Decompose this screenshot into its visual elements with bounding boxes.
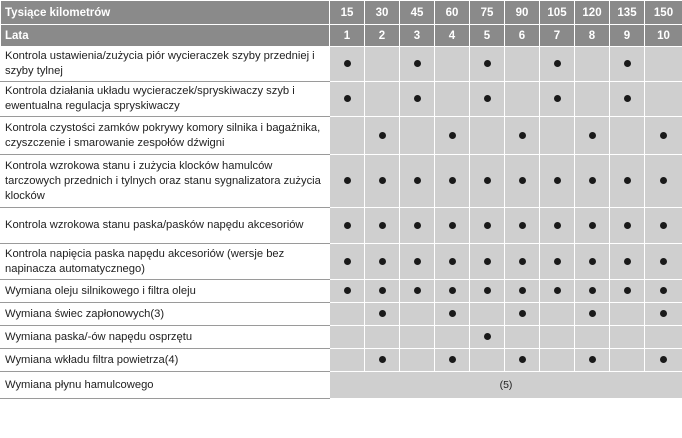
bullet-icon (519, 177, 526, 184)
task-description: Kontrola ustawienia/zużycia piór wycieraczek szyby przedniej i szyby tylnej (1, 47, 330, 82)
bullet-icon (414, 95, 421, 102)
task-description: Wymiana oleju silnikowego i filtra oleju (1, 280, 330, 303)
bullet-icon (554, 177, 561, 184)
interval-cell (435, 82, 470, 117)
bullet-icon (449, 258, 456, 265)
bullet-icon (660, 177, 667, 184)
interval-cell (435, 326, 470, 349)
km-header-label: Tysiące kilometrów (1, 1, 330, 25)
interval-cell (435, 155, 470, 208)
interval-cell (330, 349, 365, 372)
km-header-cell: 15 (330, 1, 365, 25)
bullet-icon (660, 258, 667, 265)
interval-cell (505, 244, 540, 280)
bullet-icon (379, 356, 386, 363)
schedule-body (1, 47, 682, 399)
bullet-icon (484, 258, 491, 265)
table-row (1, 244, 682, 280)
interval-cell (330, 155, 365, 208)
bullet-icon (449, 310, 456, 317)
table-row (1, 208, 682, 244)
interval-cell (400, 303, 435, 326)
interval-cell (435, 280, 470, 303)
interval-cell (540, 280, 575, 303)
bullet-icon (589, 222, 596, 229)
km-header-cell: 150 (645, 1, 682, 25)
table-row (1, 82, 682, 117)
interval-cell (575, 208, 610, 244)
interval-cell (610, 117, 645, 155)
bullet-icon (379, 177, 386, 184)
interval-cell (575, 117, 610, 155)
interval-cell (365, 303, 400, 326)
task-description: Kontrola napięcia paska napędu akcesoriów (wersje bez napinacza automatycznego) (1, 244, 330, 280)
interval-cell (540, 82, 575, 117)
interval-cell (470, 117, 505, 155)
interval-cell (540, 208, 575, 244)
bullet-icon (589, 287, 596, 294)
task-description: Wymiana wkładu filtra powietrza(4) (1, 349, 330, 372)
interval-cell (645, 349, 682, 372)
interval-cell (575, 47, 610, 82)
years-header-cell: 10 (645, 25, 682, 47)
interval-cell (540, 47, 575, 82)
years-header-cell: 2 (365, 25, 400, 47)
task-description: Wymiana paska/-ów napędu osprzętu (1, 326, 330, 349)
bullet-icon (484, 95, 491, 102)
interval-cell (435, 117, 470, 155)
task-description: Wymiana płynu hamulcowego (1, 372, 330, 399)
bullet-icon (484, 177, 491, 184)
interval-cell (400, 117, 435, 155)
km-header-cell: 60 (435, 1, 470, 25)
bullet-icon (414, 222, 421, 229)
interval-cell (365, 244, 400, 280)
years-header-label: Lata (1, 25, 330, 47)
interval-cell (470, 303, 505, 326)
bullet-icon (589, 258, 596, 265)
interval-cell (470, 155, 505, 208)
interval-cell (400, 208, 435, 244)
bullet-icon (660, 222, 667, 229)
task-description: Kontrola wzrokowa stanu paska/pasków napędu akcesoriów (1, 208, 330, 244)
bullet-icon (554, 287, 561, 294)
interval-cell (470, 244, 505, 280)
interval-cell (610, 326, 645, 349)
km-header-cell: 45 (400, 1, 435, 25)
bullet-icon (589, 132, 596, 139)
km-header-cell: 90 (505, 1, 540, 25)
interval-cell (365, 326, 400, 349)
bullet-icon (449, 356, 456, 363)
bullet-icon (414, 258, 421, 265)
bullet-icon (344, 60, 351, 67)
km-header-cell: 120 (575, 1, 610, 25)
bullet-icon (484, 60, 491, 67)
interval-cell (505, 349, 540, 372)
task-description: Kontrola działania układu wycieraczek/spryskiwaczy szyb i ewentualna regulacja spryskiwaczy (1, 82, 330, 117)
task-description: Kontrola czystości zamków pokrywy komory silnika i bagażnika, czyszczenie i smarowanie zespołów dźwigni (1, 117, 330, 155)
table-row (1, 303, 682, 326)
bullet-icon (554, 258, 561, 265)
interval-cell (435, 349, 470, 372)
interval-cell (540, 155, 575, 208)
interval-cell (330, 208, 365, 244)
interval-cell (400, 82, 435, 117)
bullet-icon (554, 60, 561, 67)
years-header-cell: 4 (435, 25, 470, 47)
interval-cell (505, 303, 540, 326)
bullet-icon (624, 222, 631, 229)
km-header-row (1, 1, 682, 25)
interval-cell (505, 82, 540, 117)
interval-cell (330, 244, 365, 280)
interval-cell (645, 303, 682, 326)
bullet-icon (624, 258, 631, 265)
task-description: Kontrola wzrokowa stanu i zużycia klocków hamulców tarczowych przednich i tylnych oraz stanu sygnalizatora zużycia klocków (1, 155, 330, 208)
interval-cell (365, 280, 400, 303)
interval-cell (365, 47, 400, 82)
bullet-icon (414, 287, 421, 294)
interval-cell (470, 47, 505, 82)
interval-cell (645, 155, 682, 208)
interval-cell (610, 47, 645, 82)
bullet-icon (344, 95, 351, 102)
interval-cell (330, 117, 365, 155)
bullet-icon (660, 132, 667, 139)
bullet-icon (379, 222, 386, 229)
bullet-icon (660, 287, 667, 294)
years-header-cell: 9 (610, 25, 645, 47)
table-row (1, 349, 682, 372)
bullet-icon (589, 356, 596, 363)
bullet-icon (589, 177, 596, 184)
interval-cell (435, 303, 470, 326)
bullet-icon (660, 356, 667, 363)
interval-cell (575, 303, 610, 326)
interval-cell (365, 82, 400, 117)
interval-cell (645, 117, 682, 155)
interval-cell (645, 82, 682, 117)
interval-cell (540, 117, 575, 155)
bullet-icon (624, 95, 631, 102)
interval-cell (575, 326, 610, 349)
interval-cell (400, 155, 435, 208)
table-row (1, 155, 682, 208)
bullet-icon (344, 222, 351, 229)
interval-cell (575, 82, 610, 117)
interval-cell (610, 208, 645, 244)
interval-cell (540, 303, 575, 326)
bullet-icon (379, 310, 386, 317)
interval-cell (435, 244, 470, 280)
table-row (1, 47, 682, 82)
bullet-icon (449, 132, 456, 139)
interval-cell (645, 47, 682, 82)
bullet-icon (589, 310, 596, 317)
years-header-cell: 6 (505, 25, 540, 47)
interval-cell (505, 280, 540, 303)
bullet-icon (414, 60, 421, 67)
interval-cell (400, 47, 435, 82)
years-header-cell: 8 (575, 25, 610, 47)
bullet-icon (484, 333, 491, 340)
interval-cell (330, 326, 365, 349)
interval-cell (365, 349, 400, 372)
bullet-icon (449, 177, 456, 184)
interval-cell (610, 280, 645, 303)
km-header-cell: 30 (365, 1, 400, 25)
bullet-icon (344, 177, 351, 184)
bullet-icon (624, 177, 631, 184)
interval-cell (330, 280, 365, 303)
interval-cell (645, 244, 682, 280)
interval-cell (400, 280, 435, 303)
years-header-cell: 1 (330, 25, 365, 47)
interval-cell (610, 349, 645, 372)
interval-cell (470, 349, 505, 372)
years-header-cell: 5 (470, 25, 505, 47)
bullet-icon (449, 222, 456, 229)
task-description: Wymiana świec zapłonowych(3) (1, 303, 330, 326)
interval-cell (365, 117, 400, 155)
bullet-icon (624, 287, 631, 294)
interval-cell (575, 155, 610, 208)
interval-cell (505, 47, 540, 82)
interval-cell (435, 208, 470, 244)
interval-note: (5) (330, 372, 682, 399)
bullet-icon (519, 258, 526, 265)
years-header-cell: 7 (540, 25, 575, 47)
interval-cell (400, 326, 435, 349)
km-header-cell: 135 (610, 1, 645, 25)
interval-cell (610, 155, 645, 208)
bullet-icon (624, 60, 631, 67)
bullet-icon (554, 222, 561, 229)
interval-cell (575, 349, 610, 372)
table-row (1, 326, 682, 349)
interval-cell (470, 326, 505, 349)
bullet-icon (344, 287, 351, 294)
interval-cell (505, 208, 540, 244)
interval-cell (365, 155, 400, 208)
bullet-icon (344, 258, 351, 265)
years-header-cell: 3 (400, 25, 435, 47)
bullet-icon (379, 132, 386, 139)
interval-cell (470, 280, 505, 303)
interval-cell (645, 280, 682, 303)
interval-cell (330, 82, 365, 117)
interval-cell (540, 326, 575, 349)
interval-cell (645, 326, 682, 349)
interval-cell (365, 208, 400, 244)
bullet-icon (414, 177, 421, 184)
interval-cell (435, 47, 470, 82)
interval-cell (610, 303, 645, 326)
table-row (1, 372, 682, 399)
interval-cell (400, 244, 435, 280)
bullet-icon (554, 95, 561, 102)
bullet-icon (519, 287, 526, 294)
interval-cell (575, 280, 610, 303)
bullet-icon (484, 287, 491, 294)
bullet-icon (449, 287, 456, 294)
interval-cell (540, 244, 575, 280)
interval-cell (470, 208, 505, 244)
interval-cell (610, 82, 645, 117)
bullet-icon (519, 132, 526, 139)
table-row (1, 117, 682, 155)
bullet-icon (660, 310, 667, 317)
interval-cell (505, 155, 540, 208)
interval-cell (330, 47, 365, 82)
interval-cell (505, 117, 540, 155)
bullet-icon (519, 222, 526, 229)
interval-cell (575, 244, 610, 280)
table-row (1, 280, 682, 303)
interval-cell (330, 303, 365, 326)
km-header-cell: 75 (470, 1, 505, 25)
interval-cell (645, 208, 682, 244)
bullet-icon (379, 287, 386, 294)
interval-cell (610, 244, 645, 280)
interval-cell (400, 349, 435, 372)
years-header-row (1, 25, 682, 47)
interval-cell (470, 82, 505, 117)
interval-cell (505, 326, 540, 349)
bullet-icon (484, 222, 491, 229)
bullet-icon (519, 310, 526, 317)
bullet-icon (519, 356, 526, 363)
km-header-cell: 105 (540, 1, 575, 25)
interval-cell (540, 349, 575, 372)
bullet-icon (379, 258, 386, 265)
